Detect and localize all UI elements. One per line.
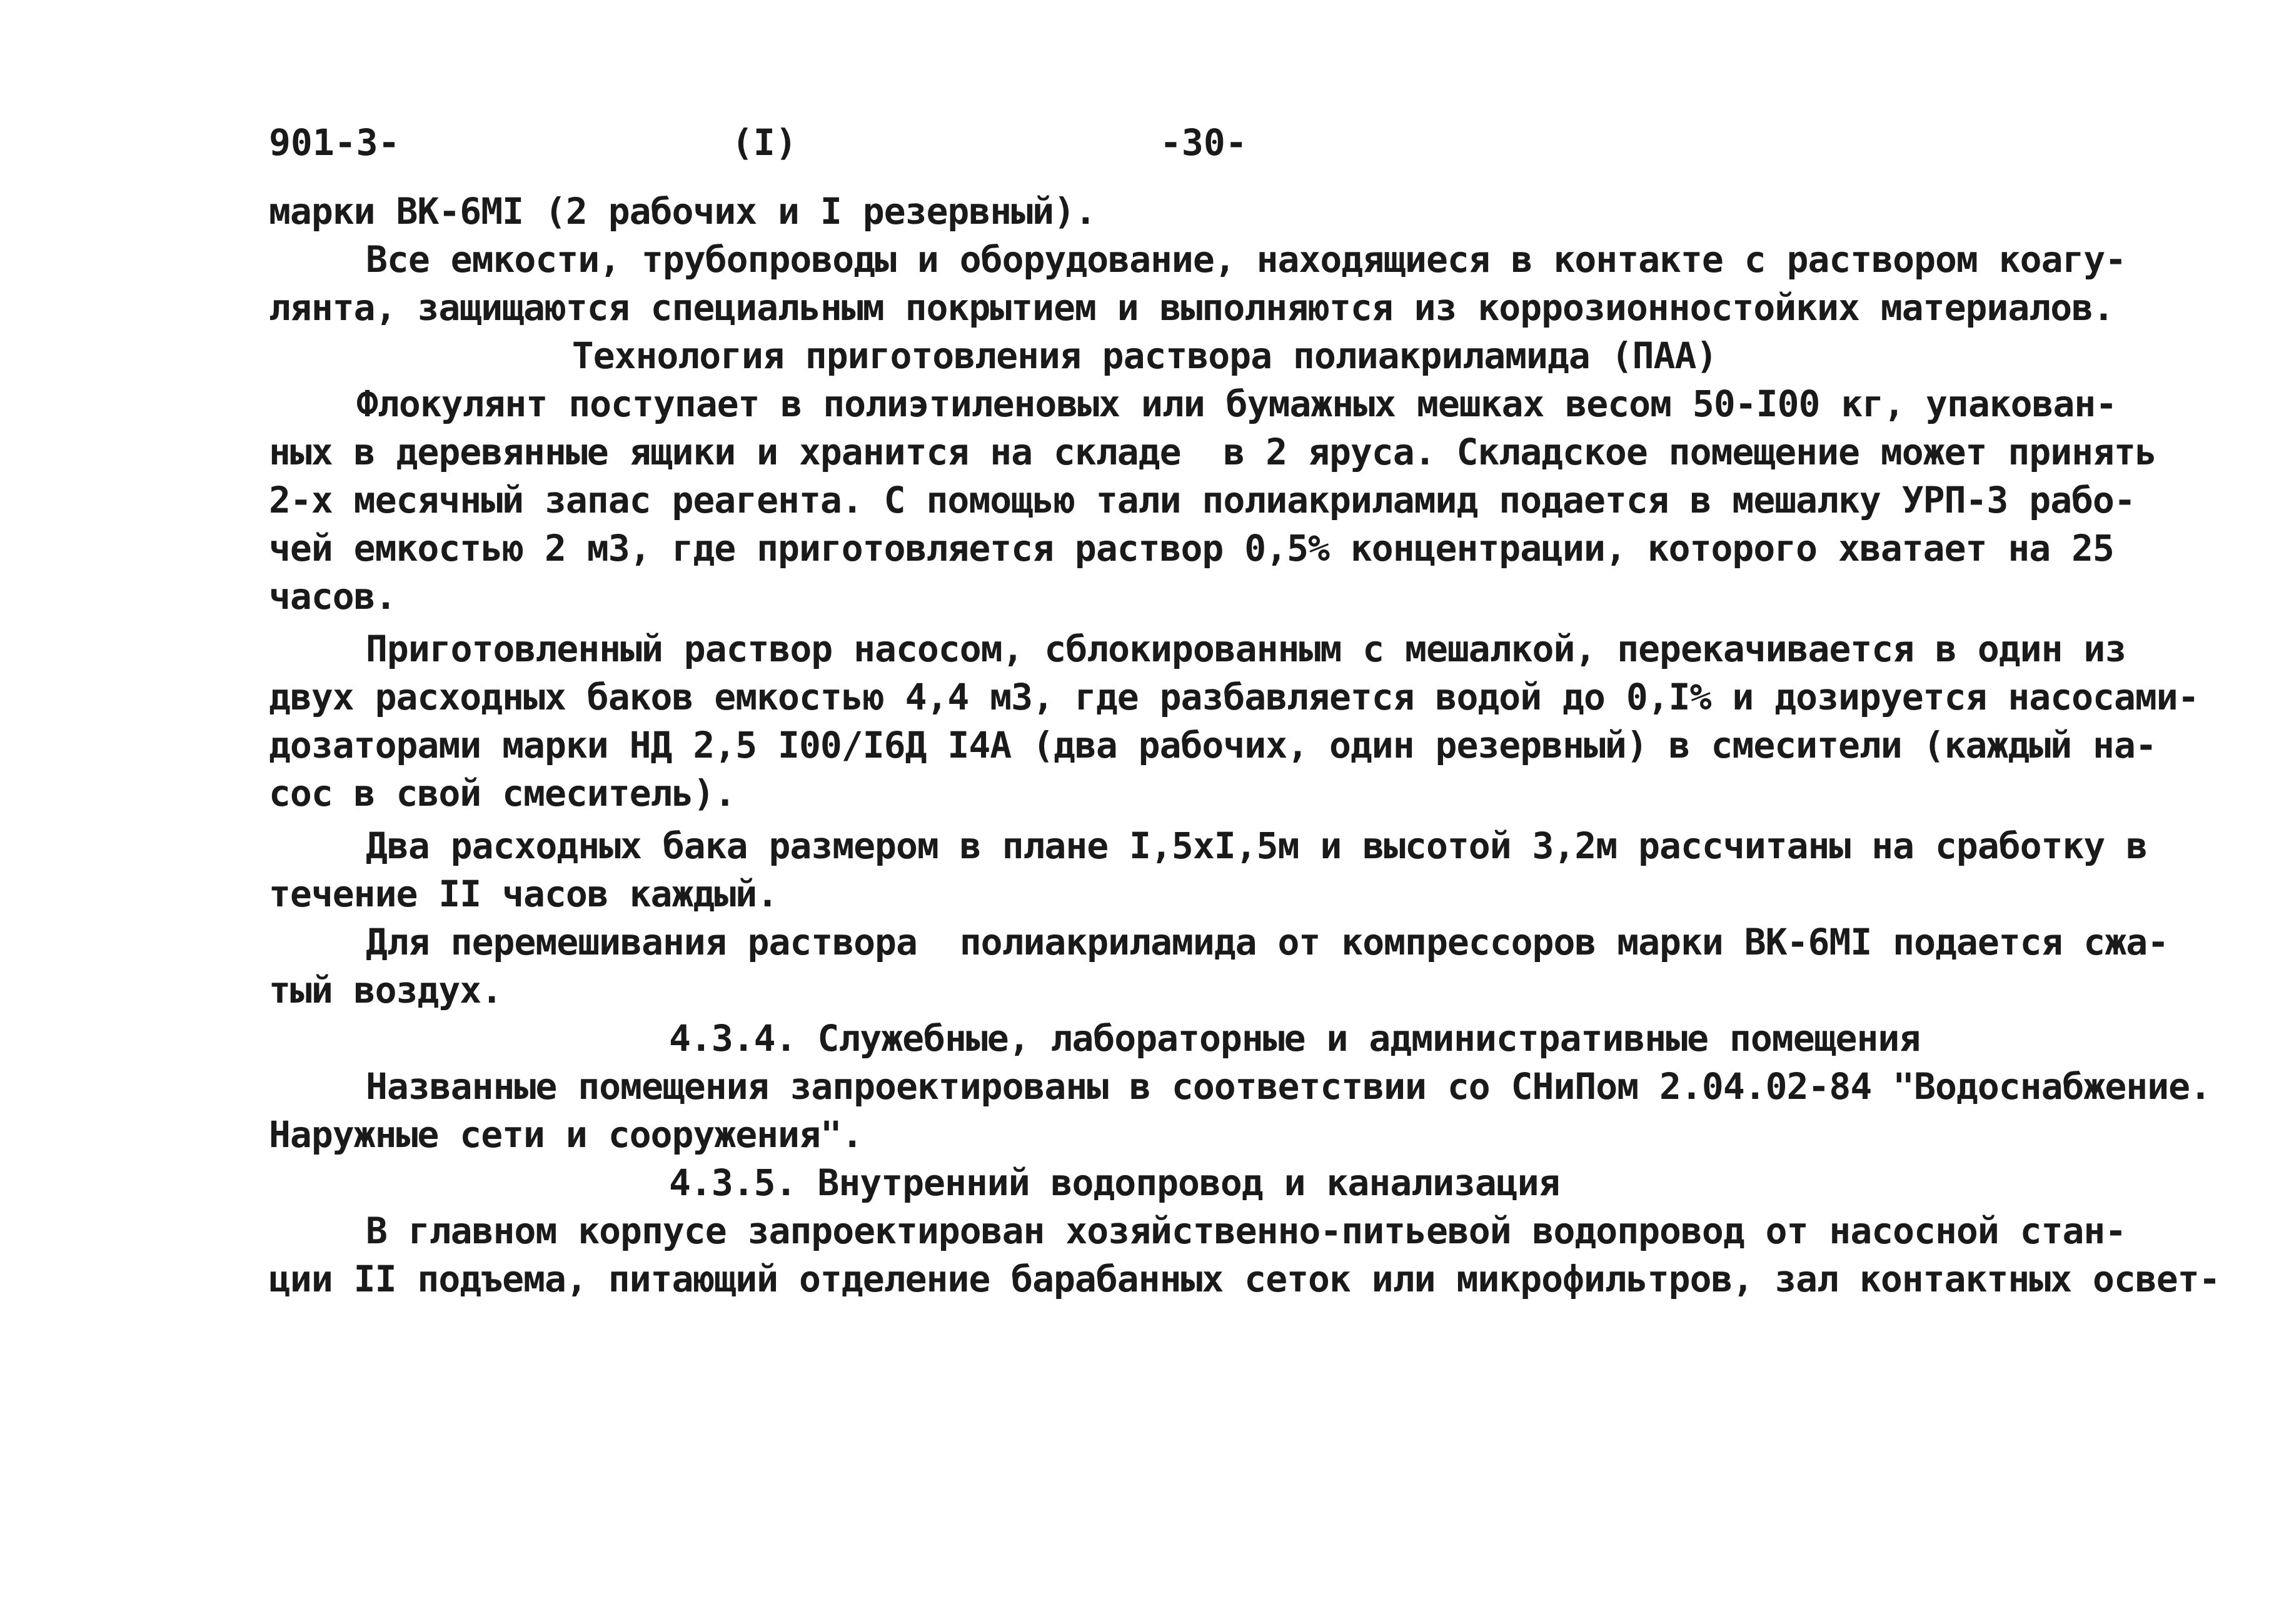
section-heading: 4.3.5. Внутренний водопровод и канализация <box>669 1161 1560 1204</box>
section-heading: Технология приготовления раствора полиакриламида (ПАА) <box>571 334 1718 377</box>
text-line: Два расходных бака размером в плане I,5хI,5м и высотой 3,2м рассчитаны на сработку в <box>366 825 2148 867</box>
text-line: Названные помещения запроектированы в соответствии со СНиПом 2.04.02-84 "Водоснабжение. <box>366 1065 2211 1108</box>
text-line: Для перемешивания раствора полиакриламида от компрессоров марки ВК-6МI подается сжа- <box>366 921 2169 963</box>
text-line: течение II часов каждый. <box>269 873 778 915</box>
document-part: (I) <box>732 121 797 164</box>
document-code: 901-3- <box>269 121 400 164</box>
text-line: тый воздух. <box>269 969 503 1011</box>
section-heading: 4.3.4. Служебные, лабораторные и административные помещения <box>669 1017 1921 1060</box>
text-line: Все емкости, трубопроводы и оборудование, находящиеся в контакте с раствором коагу- <box>366 238 2126 281</box>
text-line: лянта, защищаются специальным покрытием и выполняются из коррозионностойких материалов. <box>269 286 2114 329</box>
text-line: дозаторами марки НД 2,5 I00/I6Д I4А (два рабочих, один резервный) в смесители (каждый на- <box>269 724 2156 766</box>
page-number: -30- <box>1160 121 1247 164</box>
text-line: ных в деревянные ящики и хранится на складе в 2 яруса. Складское помещение может принять <box>269 431 2156 473</box>
text-line: Флокулянт поступает в полиэтиленовых или бумажных мешках весом 50-I00 кг, упакован- <box>356 383 2117 425</box>
text-line: чей емкостью 2 м3, где приготовляется раствор 0,5% концентрации, которого хватает на 25 <box>269 527 2114 569</box>
text-line: часов. <box>269 575 396 618</box>
text-line: Приготовленный раствор насосом, сблокированным с мешалкой, перекачивается в один из <box>366 628 2126 670</box>
text-line: марки ВК-6МI (2 рабочих и I резервный). <box>269 190 1096 233</box>
text-line: Наружные сети и сооружения". <box>269 1113 863 1156</box>
text-line: сос в свой смеситель). <box>269 772 736 815</box>
text-line: двух расходных баков емкостью 4,4 м3, где разбавляется водой до 0,I% и дозируется насосами- <box>269 676 2199 718</box>
text-line: В главном корпусе запроектирован хозяйственно-питьевой водопровод от насосной стан- <box>366 1210 2126 1252</box>
text-line: 2-х месячный запас реагента. С помощью тали полиакриламид подается в мешалку УРП-3 рабо- <box>269 479 2135 521</box>
text-line: ции II подъема, питающий отделение барабанных сеток или микрофильтров, зал контактных освет- <box>269 1258 2220 1300</box>
